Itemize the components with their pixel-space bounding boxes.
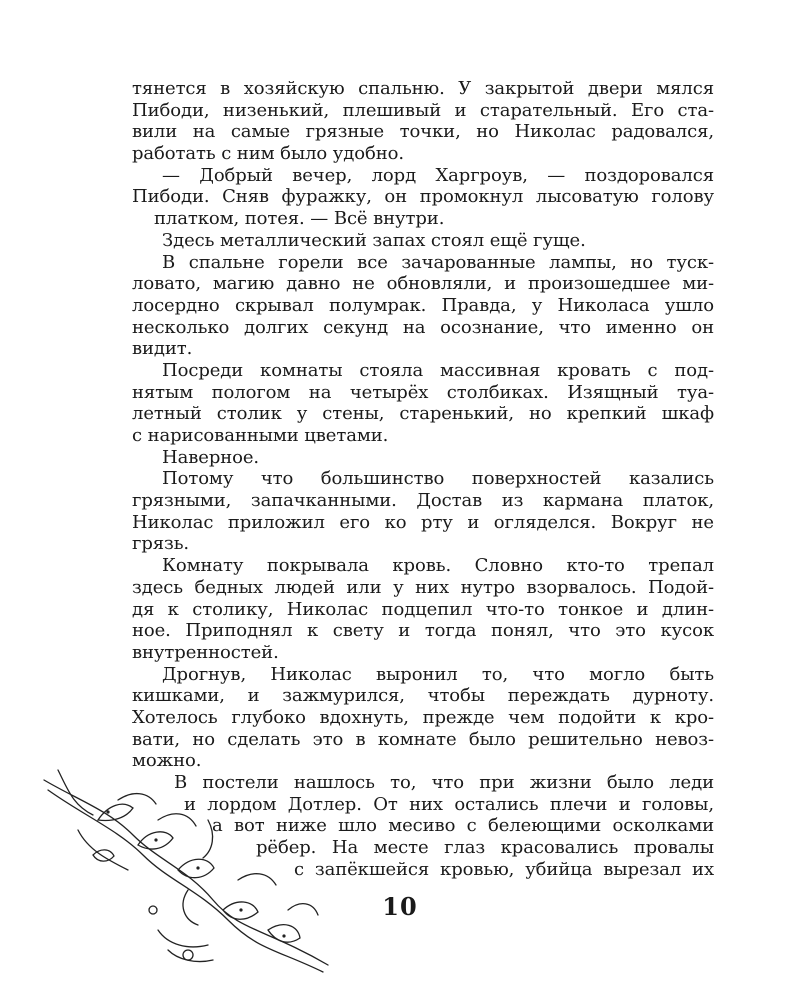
text-line: Наверное. xyxy=(162,446,260,468)
text-line: с запёкшейся кровью, убийца вырезал их xyxy=(294,858,714,880)
text-line: вати, но сделать это в комнате было решительно невоз- xyxy=(132,728,714,750)
text-line: несколько долгих секунд на осознание, что именно он xyxy=(132,316,714,338)
text-line: а вот ниже шло месиво с белеющими осколками xyxy=(212,815,714,837)
page-number: 10 xyxy=(382,892,418,921)
text-line: платком, потея. — Всё внутри. xyxy=(154,208,445,230)
text-line: с нарисованными цветами. xyxy=(132,425,389,446)
text-line: ное. Приподнял к свету и тогда понял, что это кусок xyxy=(132,620,714,642)
text-line: Хотелось глубоко вдохнуть, прежде чем подойти к кро- xyxy=(132,706,714,728)
text-line: рёбер. На месте глаз красовались провалы xyxy=(256,837,714,859)
text-line: Николас приложил его ко рту и огляделся. Вокруг не xyxy=(132,511,714,533)
text-line: тянется в хозяйскую спальню. У закрытой двери мялся xyxy=(132,78,714,99)
text-line: Комнату покрывала кровь. Словно кто-то трепал xyxy=(162,555,714,577)
text-line: работать с ним было удобно. xyxy=(132,143,404,165)
text-line: В постели нашлось то, что при жизни было леди xyxy=(174,772,714,793)
text-line: здесь бедных людей или у них нутро взорвалось. Подой- xyxy=(132,576,714,598)
text-line: Здесь металлический запах стоял ещё гуще. xyxy=(162,229,586,251)
text-line: вили на самые грязные точки, но Николас радовался, xyxy=(132,121,714,143)
text-line: Пибоди. Сняв фуражку, он промокнул лысоватую голову xyxy=(132,186,714,208)
text-line: внутренностей. xyxy=(132,641,279,663)
text-line: можно. xyxy=(132,750,202,772)
text-line: и лордом Дотлер. От них остались плечи и головы, xyxy=(184,793,714,815)
text-line: летный столик у стены, старенький, но крепкий шкаф xyxy=(132,403,714,425)
text-line: ловато, магию давно не обновляли, и произошедшее ми- xyxy=(132,273,714,295)
text-line: Потому что большинство поверхностей казались xyxy=(162,468,714,490)
text-line: дя к столику, Николас подцепил что-то тонкое и длин- xyxy=(132,598,714,620)
text-line: грязными, запачканными. Достав из кармана платок, xyxy=(132,490,714,512)
text-line: Посреди комнаты стояла массивная кровать с под- xyxy=(162,359,714,381)
text-line: нятым пологом на четырёх столбиках. Изящный туа- xyxy=(132,381,714,403)
text-line: лосердно скрывал полумрак. Правда, у Николаса ушло xyxy=(132,294,714,316)
text-line: кишками, и зажмурился, чтобы переждать дурноту. xyxy=(132,685,714,707)
text-line: В спальне горели все зачарованные лампы, но туск- xyxy=(162,251,714,273)
text-line: видит. xyxy=(132,338,193,360)
text-line: грязь. xyxy=(132,533,190,555)
text-line: — Добрый вечер, лорд Харгроув, — поздоровался xyxy=(162,164,714,186)
floral-vine-icon xyxy=(38,760,338,975)
text-line: Дрогнув, Николас выронил то, что могло быть xyxy=(162,663,714,685)
text-line: Пибоди, низенький, плешивый и старательный. Его ста- xyxy=(132,99,714,121)
